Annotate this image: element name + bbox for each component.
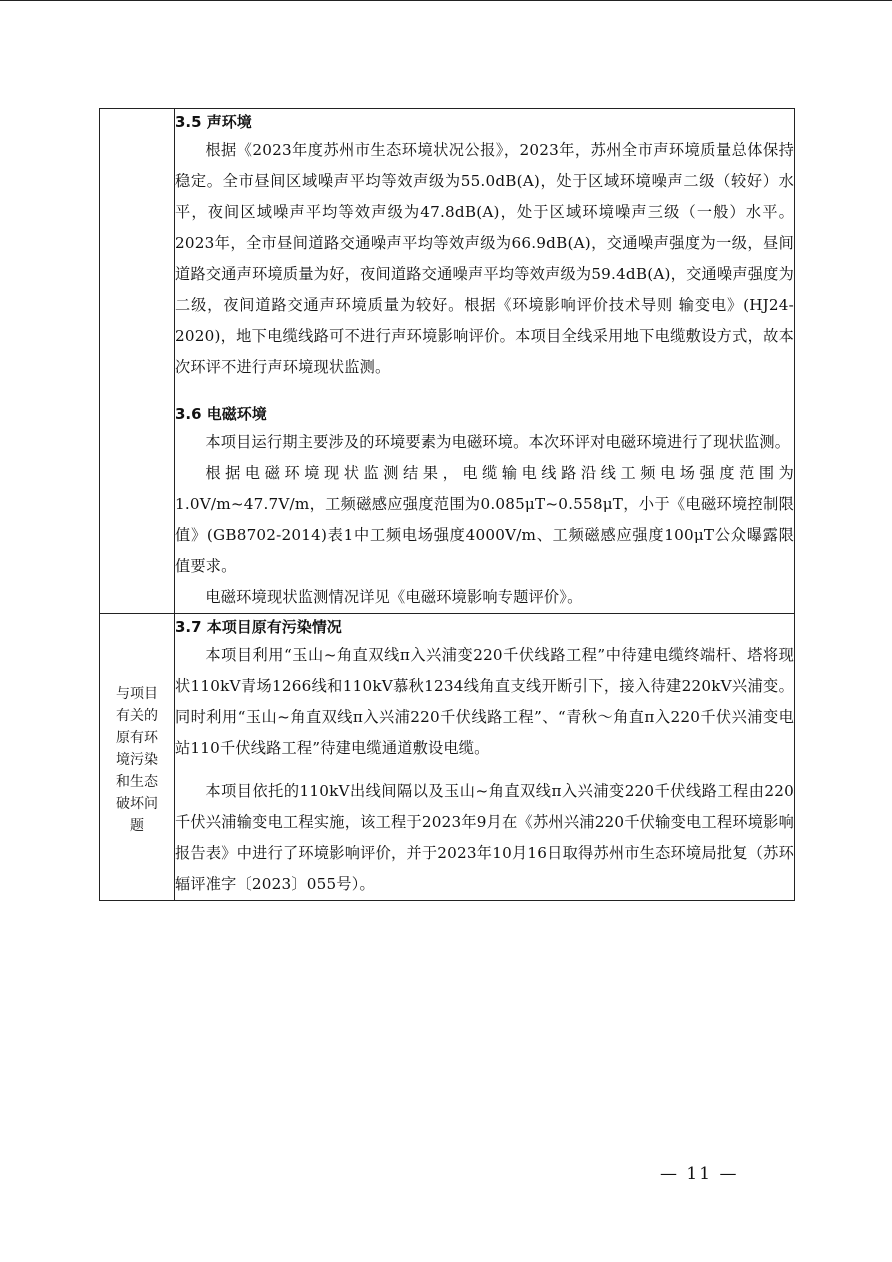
paragraph-electromagnetic-1: 本项目运行期主要涉及的环境要素为电磁环境。本次环评对电磁环境进行了现状监测。 <box>205 433 791 451</box>
section-title-sound: 3.5 声环境 <box>175 113 252 131</box>
row-label-cell-empty <box>100 109 175 614</box>
paragraph-electromagnetic-2: 根据电磁环境现状监测结果，电缆输电线路沿线工频电场强度范围为1.0V/m~47.7V/m，工频磁感应强度范围为0.085μT~0.558μT，小于《电磁环境控制限值》(GB8702-2014)表1中工频电场强度4000V/m、工频磁感应强度100μT公众曝露限值要求。 <box>175 464 794 575</box>
section-title-electromagnetic: 3.6 电磁环境 <box>175 405 267 423</box>
report-table <box>99 108 795 901</box>
content-cell-original-pollution <box>175 614 795 901</box>
paragraph-electromagnetic-3: 电磁环境现状监测情况详见《电磁环境影响专题评价》。 <box>205 588 583 606</box>
content-cell-environment-status <box>175 109 795 614</box>
row-label-cell-pollution <box>100 614 175 901</box>
page-top-rule <box>0 0 892 1</box>
page-number: — 11 — <box>660 1164 739 1184</box>
row-label-pollution: 与项目有关的原有环境污染和生态破坏问题 <box>116 686 158 834</box>
paragraph-original-pollution-1: 本项目利用“玉山~角直双线π入兴浦变220千伏线路工程”中待建电缆终端杆、塔将现状110kV青场1266线和110kV慕秋1234线角直支线开断引下，接入待建220kV兴浦变。同时利用“玉山~角直双线π入兴浦220千伏线路工程”、“青秋～角直π入220千伏兴浦变电站110千伏线路工程”待建电缆通道敷设电缆。 <box>175 646 794 757</box>
paragraph-original-pollution-2: 本项目依托的110kV出线间隔以及玉山~角直双线π入兴浦变220千伏线路工程由220千伏兴浦输变电工程实施，该工程于2023年9月在《苏州兴浦220千伏输变电工程环境影响报告表》中进行了环境影响评价，并于2023年10月16日取得苏州市生态环境局批复（苏环辐评准字〔2023〕055号）。 <box>175 782 794 893</box>
paragraph-sound-1: 根据《2023年度苏州市生态环境状况公报》，2023年，苏州全市声环境质量总体保持稳定。全市昼间区域噪声平均等效声级为55.0dB(A)，处于区域环境噪声二级（较好）水平，夜间区域噪声平均等效声级为47.8dB(A)，处于区域环境噪声三级（一般）水平。2023年，全市昼间道路交通噪声平均等效声级为66.9dB(A)，交通噪声强度为一级，昼间道路交通声环境质量为好，夜间道路交通噪声平均等效声级为59.4dB(A)，交通噪声强度为二级，夜间道路交通声环境质量为较好。根据《环境影响评价技术导则 输变电》(HJ24-2020)，地下电缆线路可不进行声环境影响评价。本项目全线采用地下电缆敷设方式，故本次环评不进行声环境现状监测。 <box>175 141 794 376</box>
row-label-empty <box>115 109 159 115</box>
section-title-original-pollution: 3.7 本项目原有污染情况 <box>175 618 342 636</box>
table-row-original-pollution <box>100 614 795 901</box>
table-row-current-status <box>100 109 795 614</box>
